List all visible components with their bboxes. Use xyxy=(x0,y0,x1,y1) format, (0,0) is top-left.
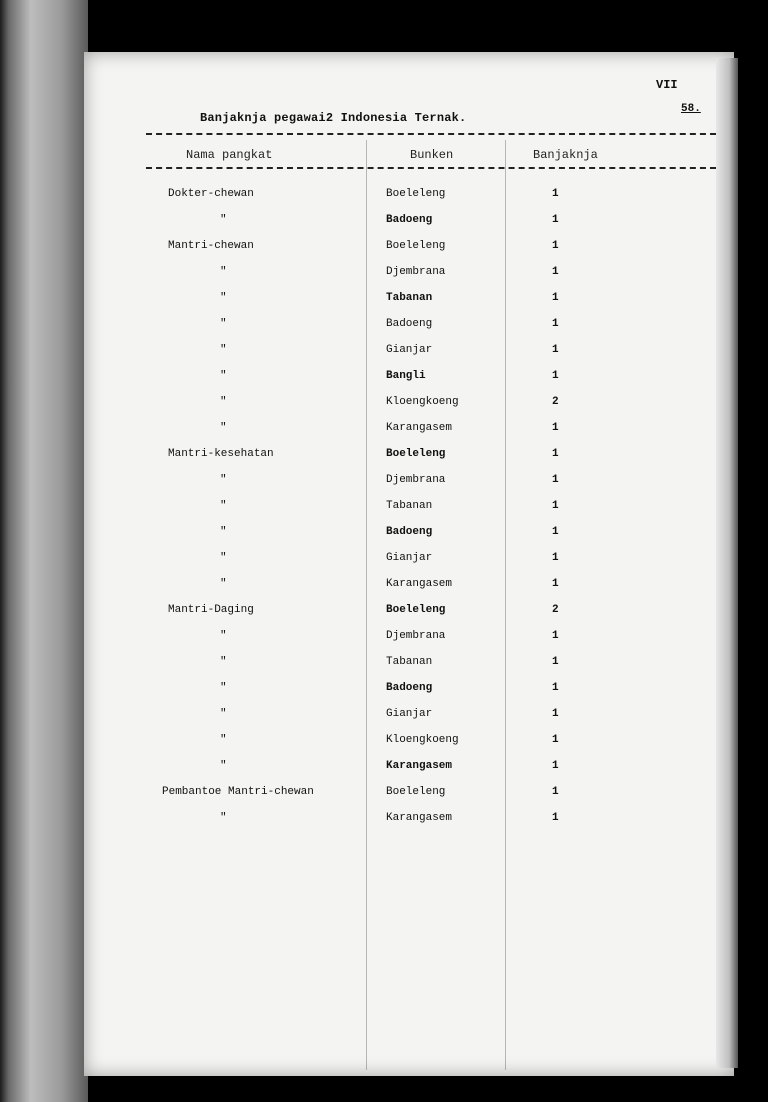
table-cell-count: 1 xyxy=(552,344,559,356)
column-header-rank: Nama pangkat xyxy=(186,148,273,162)
table-cell-count: 1 xyxy=(552,760,559,772)
table-cell-rank: " xyxy=(220,266,227,278)
table-cell-rank: " xyxy=(220,630,227,642)
table-cell-post: Karangasem xyxy=(386,578,453,590)
page-right-edge xyxy=(716,58,738,1068)
table-cell-count: 1 xyxy=(552,370,559,382)
table-cell-rank: " xyxy=(220,344,227,356)
table-cell-count: 1 xyxy=(552,214,559,226)
table-cell-rank: " xyxy=(220,422,227,434)
table-cell-rank: Mantri-chewan xyxy=(168,240,254,252)
scan-left-margin xyxy=(0,0,88,1102)
table-cell-post: Badoeng xyxy=(386,682,433,694)
table-cell-rank: " xyxy=(220,396,227,408)
column-divider xyxy=(366,140,367,1070)
table-cell-post: Djembrana xyxy=(386,474,446,486)
table-cell-rank: " xyxy=(220,682,227,694)
table-cell-rank: " xyxy=(220,552,227,564)
table-cell-count: 1 xyxy=(552,708,559,720)
table-cell-rank: Mantri-kesehatan xyxy=(168,448,274,460)
table-cell-rank: " xyxy=(220,214,227,226)
table-cell-count: 1 xyxy=(552,526,559,538)
table-cell-count: 1 xyxy=(552,786,559,798)
table-cell-count: 1 xyxy=(552,474,559,486)
table-cell-post: Gianjar xyxy=(386,552,433,564)
table-cell-rank: " xyxy=(220,526,227,538)
table-cell-post: Gianjar xyxy=(386,344,433,356)
page-roman-numeral: VII xyxy=(656,78,678,92)
table-cell-rank: " xyxy=(220,474,227,486)
table-cell-post: Kloengkoeng xyxy=(386,734,459,746)
table-cell-post: Kloengkoeng xyxy=(386,396,459,408)
table-cell-post: Djembrana xyxy=(386,630,446,642)
table-cell-post: Badoeng xyxy=(386,526,433,538)
table-cell-post: Boeleleng xyxy=(386,786,446,798)
table-cell-count: 2 xyxy=(552,396,559,408)
header-rule-top xyxy=(146,133,716,135)
table-cell-post: Boeleleng xyxy=(386,448,446,460)
table-cell-rank: Mantri-Daging xyxy=(168,604,254,616)
table-cell-count: 1 xyxy=(552,422,559,434)
table-cell-post: Tabanan xyxy=(386,292,433,304)
table-cell-count: 1 xyxy=(552,812,559,824)
table-cell-post: Gianjar xyxy=(386,708,433,720)
table-cell-rank: " xyxy=(220,656,227,668)
table-cell-count: 1 xyxy=(552,266,559,278)
table-cell-count: 1 xyxy=(552,292,559,304)
table-cell-rank: " xyxy=(220,370,227,382)
table-cell-post: Boeleleng xyxy=(386,604,446,616)
table-cell-rank: " xyxy=(220,292,227,304)
table-cell-count: 1 xyxy=(552,578,559,590)
column-header-count: Banjaknja xyxy=(533,148,598,162)
table-cell-rank: " xyxy=(220,500,227,512)
table-cell-post: Badoeng xyxy=(386,214,433,226)
table-cell-post: Karangasem xyxy=(386,812,453,824)
column-header-post: Bunken xyxy=(410,148,454,162)
table-cell-rank: " xyxy=(220,734,227,746)
header-rule-bottom xyxy=(146,167,716,169)
table-cell-post: Djembrana xyxy=(386,266,446,278)
table-cell-count: 1 xyxy=(552,682,559,694)
table-cell-post: Badoeng xyxy=(386,318,433,330)
table-cell-post: Bangli xyxy=(386,370,426,382)
table-cell-rank: " xyxy=(220,812,227,824)
table-cell-post: Boeleleng xyxy=(386,188,446,200)
table-cell-rank: Pembantoe Mantri-chewan xyxy=(162,786,314,798)
table-cell-post: Tabanan xyxy=(386,656,433,668)
table-cell-count: 1 xyxy=(552,500,559,512)
table-cell-rank: " xyxy=(220,760,227,772)
table-cell-count: 1 xyxy=(552,240,559,252)
table-cell-count: 1 xyxy=(552,734,559,746)
document-page xyxy=(84,52,734,1076)
column-divider xyxy=(505,140,506,1070)
table-cell-rank: " xyxy=(220,578,227,590)
table-cell-count: 1 xyxy=(552,318,559,330)
table-cell-rank: Dokter-chewan xyxy=(168,188,254,200)
table-cell-count: 1 xyxy=(552,656,559,668)
table-cell-post: Boeleleng xyxy=(386,240,446,252)
table-cell-post: Karangasem xyxy=(386,422,453,434)
table-cell-count: 1 xyxy=(552,448,559,460)
table-cell-count: 1 xyxy=(552,630,559,642)
table-cell-count: 2 xyxy=(552,604,559,616)
page-number: 58. xyxy=(681,103,701,115)
table-cell-rank: " xyxy=(220,708,227,720)
document-title: Banjaknja pegawai2 Indonesia Ternak. xyxy=(200,111,467,125)
table-cell-post: Karangasem xyxy=(386,760,453,772)
table-cell-post: Tabanan xyxy=(386,500,433,512)
table-cell-rank: " xyxy=(220,318,227,330)
table-cell-count: 1 xyxy=(552,188,559,200)
table-cell-count: 1 xyxy=(552,552,559,564)
